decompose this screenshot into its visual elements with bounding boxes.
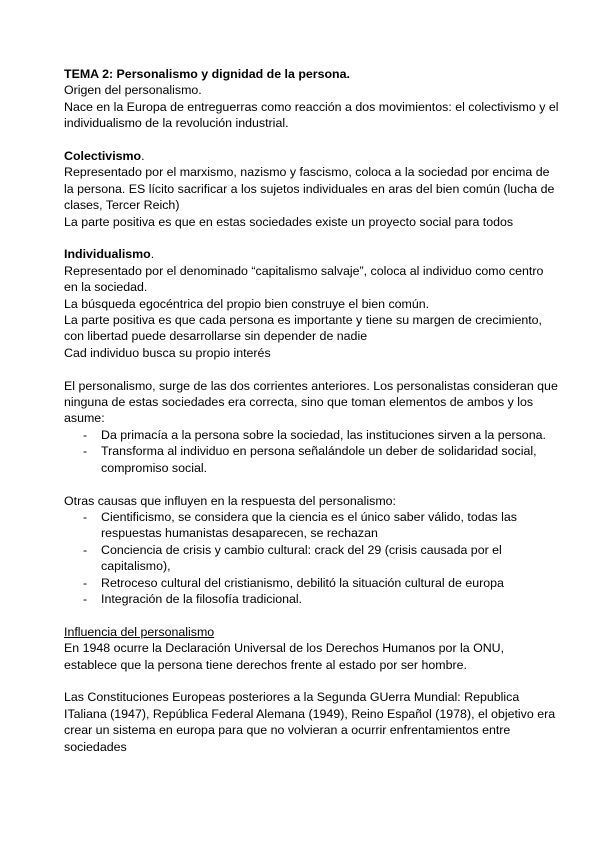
personalismo-paragraph: El personalismo, surge de las dos corrientes anteriores. Los personalistas consideran que ninguna de estas sociedades era correcta, sino que toman elementos de ambos y los asume: [64, 378, 558, 426]
spacer [64, 607, 560, 623]
individualismo-paragraph: La parte positiva es que cada persona es importante y tiene su margen de crecimiento, con libertad puede desarrollarse sin depender de nadie [64, 313, 543, 344]
colectivismo-heading: Colectivismo [64, 149, 142, 164]
intro-paragraph: Nace en la Europa de entreguerras como reacción a dos movimientos: el colectivismo y el individualismo de la revolución industrial. [64, 99, 559, 131]
list-item: - Cientificismo, se considera que la ciencia es el único saber válido, todas las respuestas humanistas desaparecen, se rechazan [101, 509, 560, 542]
intro-line: Origen del personalismo. [64, 83, 202, 98]
spacer [64, 673, 560, 689]
individualismo-paragraph: Cad individuo busca su propio interés [64, 345, 271, 360]
otras-causas-paragraph: Otras causas que influyen en la respuesta del personalismo: [64, 493, 396, 508]
spacer [64, 230, 560, 246]
list-item: - Integración de la filosofía tradicional. [101, 591, 560, 607]
spacer [64, 361, 560, 377]
influencia-paragraph: En 1948 ocurre la Declaración Universal de los Derechos Humanos por la ONU, establece que la persona tiene derechos frente al estado por ser hombre. [64, 641, 505, 672]
otras-causas-list [64, 509, 560, 607]
heading-period: . [150, 247, 155, 262]
individualismo-paragraph: Representado por el denominado “capitalismo salvaje”, coloca al individuo como centro en la sociedad. [64, 263, 544, 295]
individualismo-paragraph: La búsqueda egocéntrica del propio bien construye el bien común. [64, 296, 430, 311]
colectivismo-heading-line [64, 148, 560, 164]
personalismo-list [64, 427, 560, 476]
individualismo-heading-line [64, 246, 560, 262]
list-item: - Transforma al individuo en persona señalándole un deber de solidaridad social, compromiso social. [101, 443, 560, 476]
colectivismo-paragraph: La parte positiva es que en estas sociedades existe un proyecto social para todos [64, 214, 514, 229]
spacer [64, 132, 560, 148]
document-title: TEMA 2: Personalismo y dignidad de la persona. [64, 67, 350, 81]
influencia-paragraph: Las Constituciones Europeas posteriores a la Segunda GUerra Mundial: Republica ITaliana (1947), República Federal Alemana (1949), Reino Español (1978), el objetivo era crear un sistema en europa para que no volvieran a ocurrir enfrentamientos entre sociedades [64, 690, 556, 754]
influencia-heading: Influencia del personalismo [64, 624, 215, 639]
list-item: - Conciencia de crisis y cambio cultural: crack del 29 (crisis causada por el capitalismo), [101, 542, 560, 575]
colectivismo-paragraph: Representado por el marxismo, nazismo y fascismo, coloca a la sociedad por encima de la persona. ES lícito sacrificar a los sujetos individuales en aras del bien común (lucha de clases, Tercer Reich) [64, 165, 555, 213]
spacer [64, 476, 560, 492]
list-item: - Da primacía a la persona sobre la sociedad, las instituciones sirven a la persona. [101, 427, 560, 443]
individualismo-heading: Individualismo [64, 247, 151, 262]
list-item: - Retroceso cultural del cristianismo, debilitó la situación cultural de europa [101, 575, 560, 591]
heading-period: . [141, 149, 145, 164]
